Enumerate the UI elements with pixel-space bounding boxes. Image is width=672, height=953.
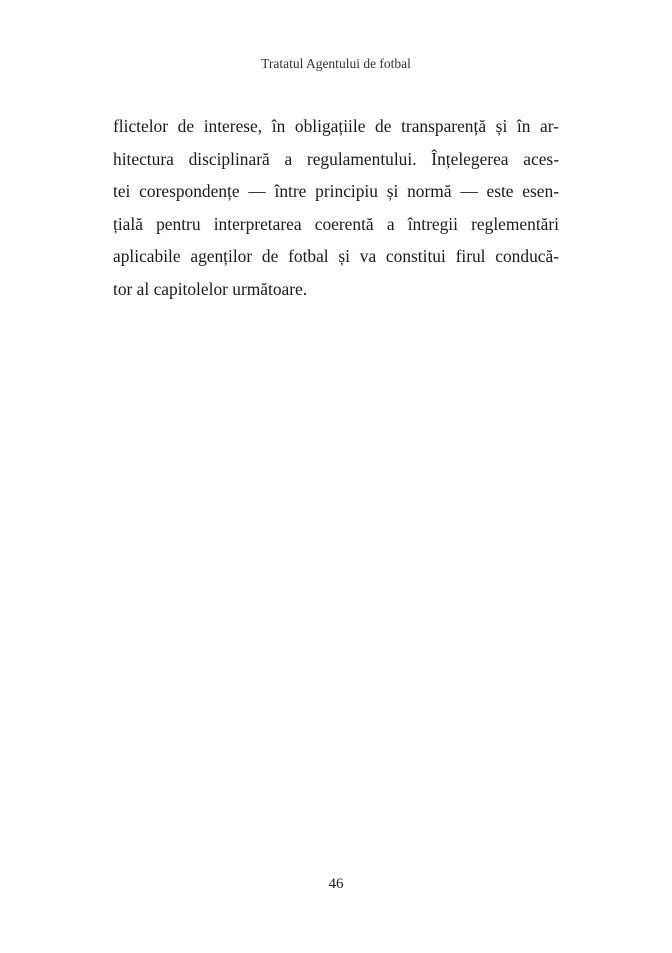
text-line: hitectura disciplinară a regulamentului. Înțelegerea aces- — [113, 148, 559, 169]
text-line: țială pentru interpretarea coerentă a întregii reglementări — [113, 213, 559, 234]
text-line: aplicabile agenților de fotbal și va constitui firul conducă- — [113, 246, 559, 266]
body-paragraph — [113, 110, 559, 305]
running-header: Tratatul Agentului de fotbal — [261, 56, 411, 71]
page-number: 46 — [328, 876, 344, 892]
text-line: tor al capitolelor următoare. — [113, 278, 308, 299]
text-line: flictelor de interese, în obligațiile de transparență și în ar- — [113, 116, 559, 136]
text-line: tei corespondențe — între principiu și normă — este esen- — [113, 181, 559, 201]
